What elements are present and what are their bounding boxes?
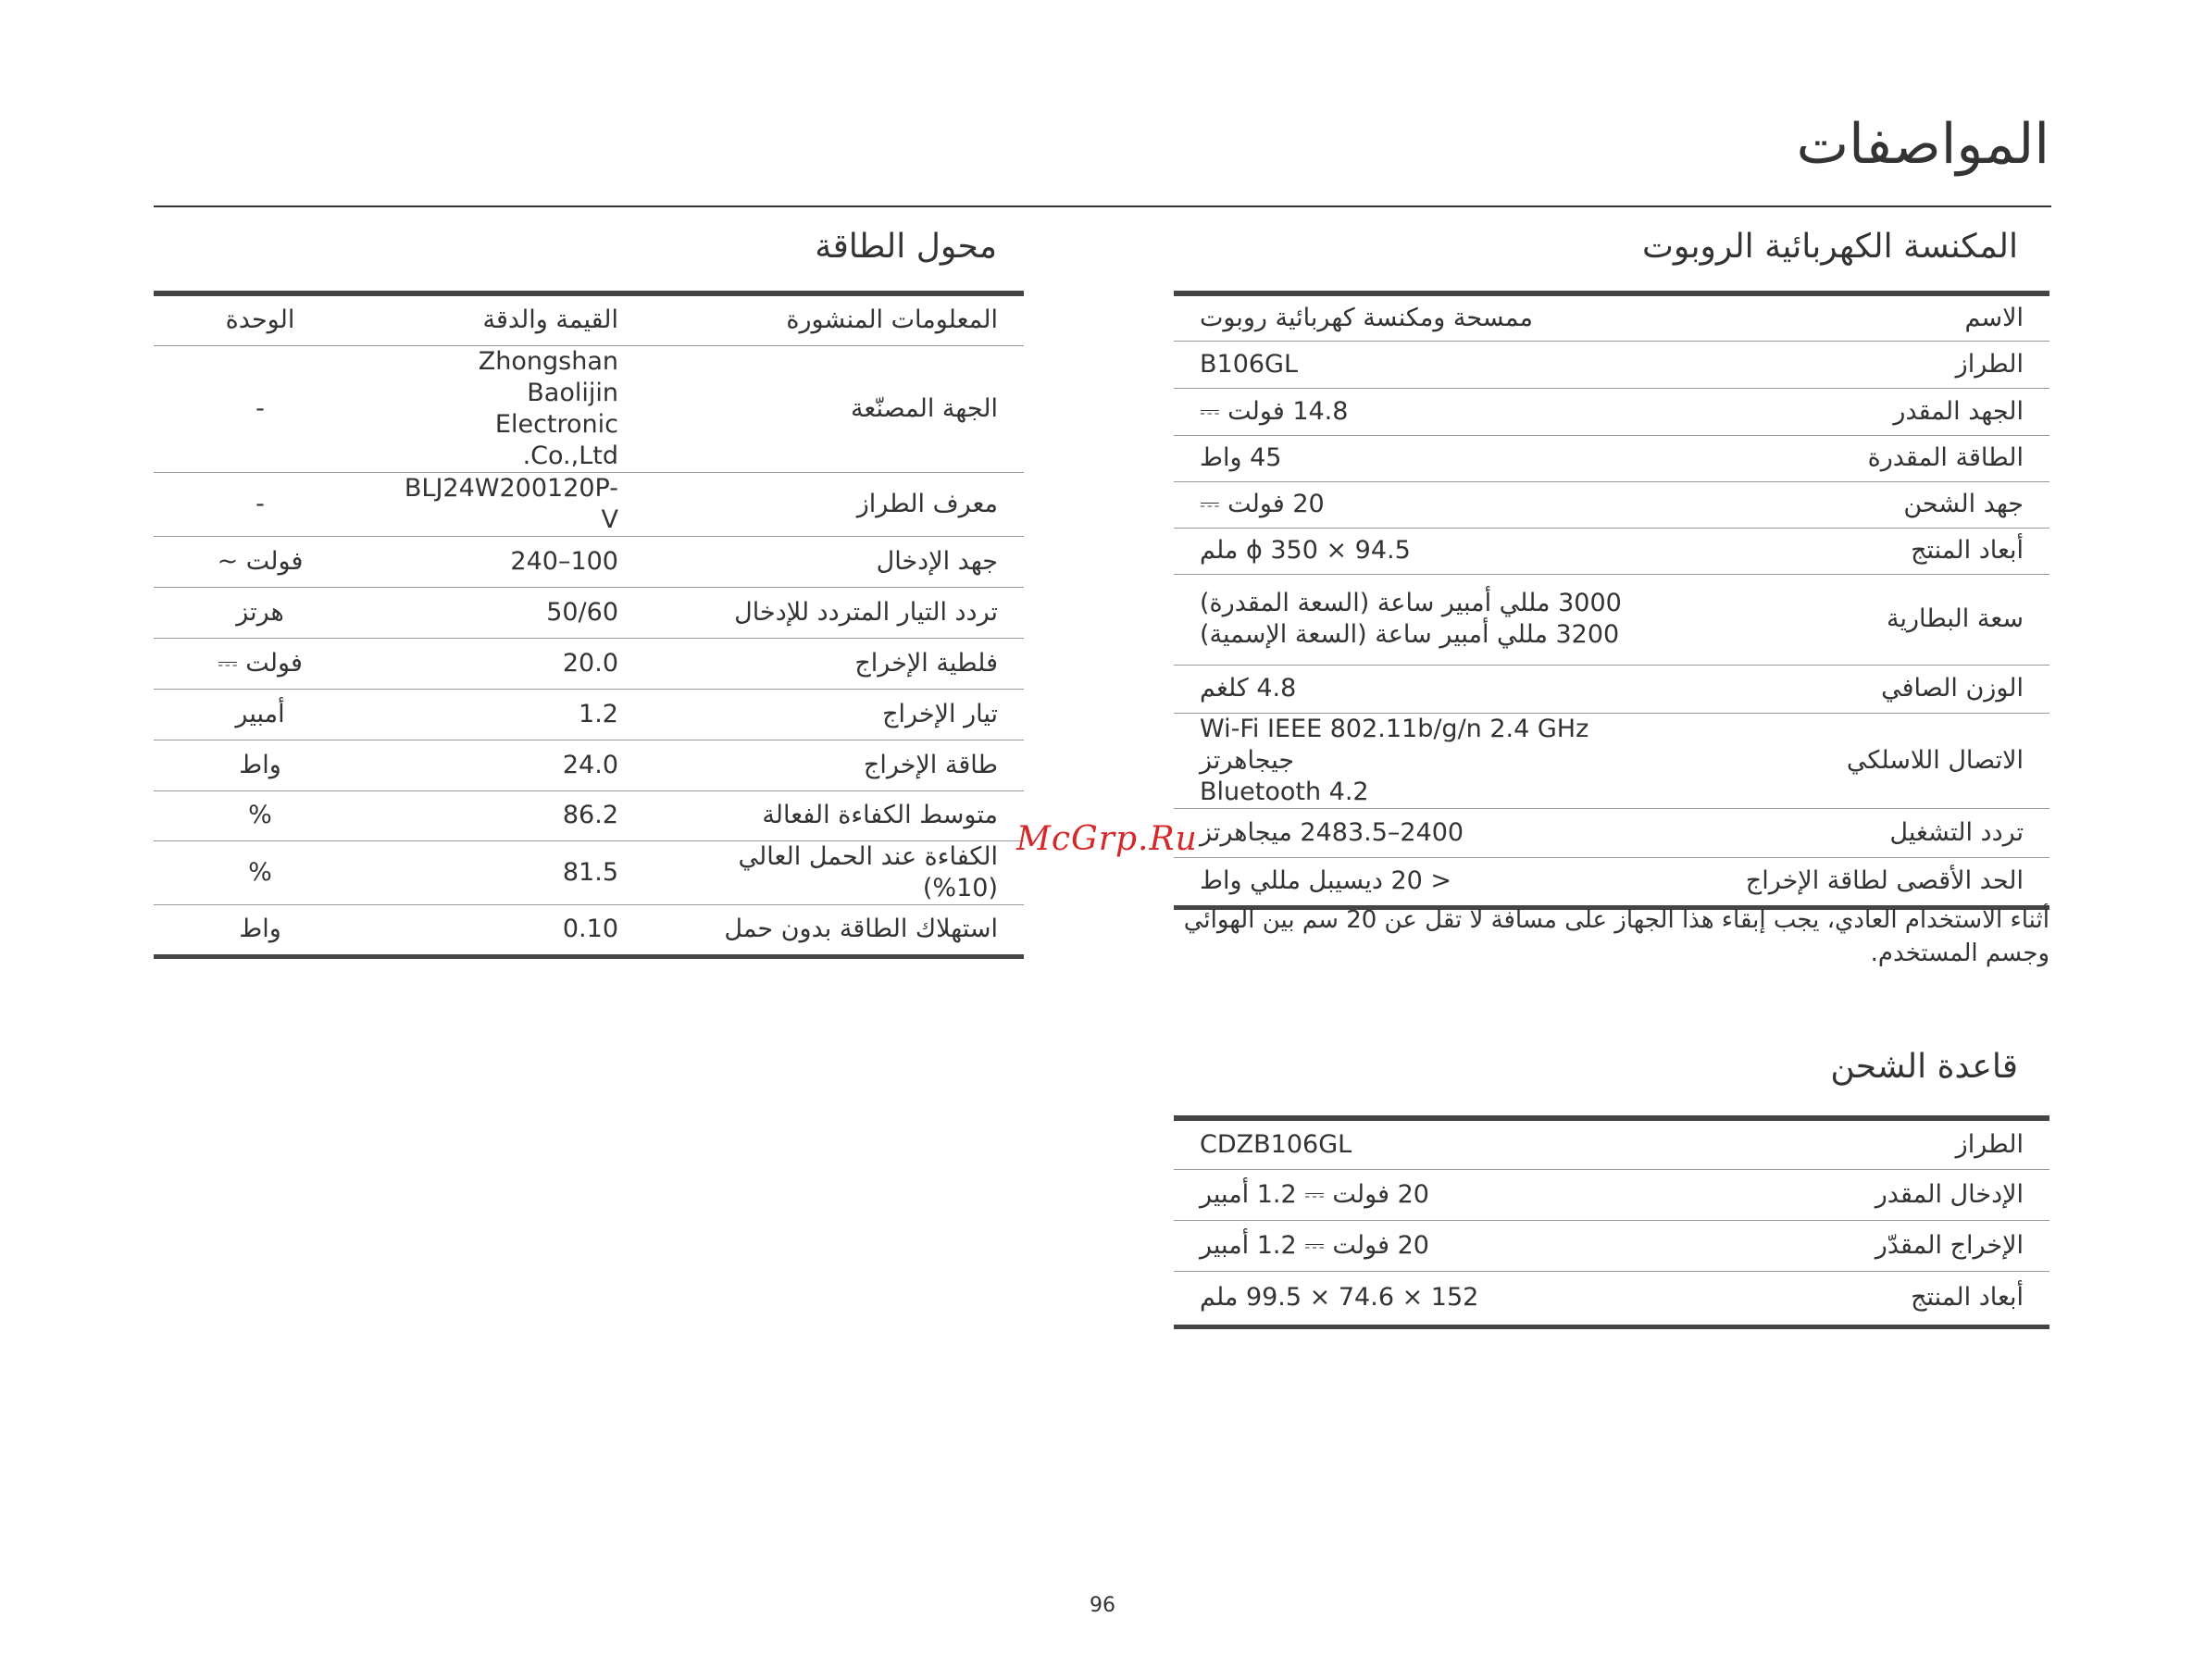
spec-label: الاسم	[1964, 303, 2024, 332]
spec-value-line: Zhongshan Baolijin	[478, 346, 618, 407]
spec-value-line: Wi-Fi IEEE 802.11b/g/n 2.4 GHz جيجاهرتز	[1200, 714, 1589, 775]
adapter-spec-table	[154, 291, 1024, 959]
spec-value: CDZB106GL	[1200, 1129, 1352, 1159]
table-row	[1174, 1118, 2049, 1169]
spec-value: ϕ 350 × 94.5 ملم	[1200, 536, 1411, 565]
spec-unit: فولت ⎓	[218, 648, 303, 678]
spec-label: الجهد المقدر	[1893, 396, 2024, 426]
spec-value: 45 واط	[1200, 443, 1282, 472]
spec-label: الطاقة المقدرة	[1867, 443, 2024, 472]
table-row	[154, 638, 1024, 689]
dock-spec-table	[1174, 1115, 2049, 1329]
table-row	[154, 689, 1024, 740]
robot-spec-table	[1174, 291, 2049, 910]
spec-value-line: 3200 مللي أمبير ساعة (السعة الإسمية)	[1200, 620, 1620, 649]
spec-value: 50/60	[546, 597, 618, 627]
table-row	[1174, 388, 2049, 435]
table-row	[1174, 1169, 2049, 1220]
spec-label: أبعاد المنتج	[1911, 1283, 2024, 1312]
column-header: المعلومات المنشورة	[786, 305, 998, 335]
table-row	[154, 536, 1024, 587]
page-title: المواصفات	[1796, 112, 2049, 177]
spec-value-line: Bluetooth 4.2	[1200, 777, 1369, 806]
table-row	[1174, 713, 2049, 808]
spec-value: 20 فولت ⎓	[1200, 490, 1325, 518]
table-row	[1174, 481, 2049, 528]
spec-value	[1174, 713, 1651, 808]
spec-unit: واط	[239, 750, 281, 779]
spec-value: 2400–2483.5 ميجاهرتز	[1200, 817, 1464, 847]
spec-value-line: 3000 مللي أمبير ساعة (السعة المقدرة)	[1200, 589, 1622, 617]
spec-value	[1174, 574, 1651, 665]
dock-section-heading: قاعدة الشحن	[1830, 1048, 2018, 1086]
table-row	[1174, 1220, 2049, 1271]
column-header: الوحدة	[225, 305, 295, 335]
spec-label: الطراز	[1955, 349, 2024, 379]
spec-label: تيار الإخراج	[882, 699, 998, 728]
table-row	[154, 472, 1024, 536]
spec-label: جهد الشحن	[1903, 490, 2024, 518]
spec-label: الكفاءة عند الحمل العالي (10%)	[738, 841, 998, 902]
table-row	[1174, 665, 2049, 713]
table-row	[154, 587, 1024, 638]
spec-value: 20.0	[562, 648, 618, 678]
table-row	[1174, 1271, 2049, 1326]
table-row	[1174, 528, 2049, 574]
table-row	[154, 345, 1024, 472]
spec-label: الجهة المصنّعة	[850, 393, 998, 423]
spec-unit: -	[255, 393, 265, 423]
table-row	[1174, 435, 2049, 481]
spec-value: 86.2	[562, 801, 618, 829]
spec-label: الاتصال اللاسلكي	[1846, 745, 2024, 775]
spec-value: 20 فولت ⎓ 1.2 أمبير	[1200, 1179, 1429, 1209]
title-divider	[154, 205, 2051, 207]
spec-unit: %	[248, 801, 272, 829]
spec-unit: فولت ~	[217, 546, 304, 576]
table-row	[1174, 293, 2049, 341]
adapter-section-heading: محول الطاقة	[815, 228, 997, 266]
robot-section-heading: المكنسة الكهربائية الروبوت	[1641, 228, 2018, 266]
table-row	[1174, 574, 2049, 665]
table-row	[154, 740, 1024, 790]
spec-value: 4.8 كلغم	[1200, 674, 1297, 703]
spec-value	[367, 345, 644, 472]
spec-label: تردد التشغيل	[1889, 817, 2024, 847]
spec-label: الطراز	[1955, 1129, 2024, 1159]
table-row	[154, 904, 1024, 956]
spec-unit: %	[248, 857, 272, 887]
spec-label: متوسط الكفاءة الفعالة	[762, 801, 998, 829]
spec-label: الإخراج المقدّر	[1875, 1230, 2024, 1260]
spec-unit: واط	[239, 915, 281, 943]
spec-value: 24.0	[562, 750, 618, 779]
table-header-row	[154, 293, 1024, 345]
spec-value-line: Electronic Co.,Ltd.	[494, 409, 618, 470]
usage-note: أثناء الاستخدام العادي، يجب إبقاء هذا الجهاز على مسافة لا تقل عن 20 سم بين الهوائي وجسم المستخدم.	[1183, 906, 2049, 967]
spec-value: 81.5	[562, 857, 618, 887]
spec-value: 0.10	[562, 915, 618, 943]
page-number: 96	[1090, 1594, 1115, 1617]
spec-label: معرف الطراز	[856, 489, 998, 518]
spec-value: 14.8 فولت ⎓	[1200, 396, 1349, 426]
spec-value: ممسحة ومكنسة كهربائية روبوت	[1200, 303, 1533, 332]
table-row	[154, 840, 1024, 904]
spec-value: 100–240	[510, 546, 618, 576]
spec-label: الوزن الصافي	[1881, 674, 2024, 703]
spec-label: جهد الإدخال	[876, 546, 998, 576]
spec-label: سعة البطارية	[1887, 604, 2024, 633]
spec-unit: -	[255, 489, 265, 518]
spec-label: طاقة الإخراج	[863, 750, 998, 779]
watermark-text: McGrp.Ru	[1016, 820, 1198, 858]
spec-label: تردد التيار المتردد للإدخال	[734, 597, 998, 627]
spec-value: 152 × 74.6 × 99.5 ملم	[1200, 1283, 1479, 1312]
table-row	[1174, 341, 2049, 388]
spec-label: الإدخال المقدر	[1875, 1179, 2024, 1209]
table-row	[1174, 857, 2049, 907]
spec-value: B106GL	[1200, 349, 1299, 379]
spec-label: استهلاك الطاقة بدون حمل	[724, 915, 998, 943]
spec-unit: أمبير	[235, 699, 285, 728]
spec-label: فلطية الإخراج	[854, 648, 998, 678]
spec-unit: هرتز	[236, 597, 284, 627]
spec-value: BLJ24W200120P-V	[404, 473, 618, 534]
spec-value: < 20 ديسيبل مللي واط	[1200, 866, 1452, 895]
column-header: القيمة والدقة	[482, 305, 618, 335]
table-row	[1174, 808, 2049, 857]
table-row	[154, 790, 1024, 840]
spec-value: 20 فولت ⎓ 1.2 أمبير	[1200, 1230, 1429, 1260]
spec-label: الحد الأقصى لطاقة الإخراج	[1745, 866, 2024, 895]
spec-label: أبعاد المنتج	[1911, 536, 2024, 565]
spec-value: 1.2	[579, 699, 618, 728]
